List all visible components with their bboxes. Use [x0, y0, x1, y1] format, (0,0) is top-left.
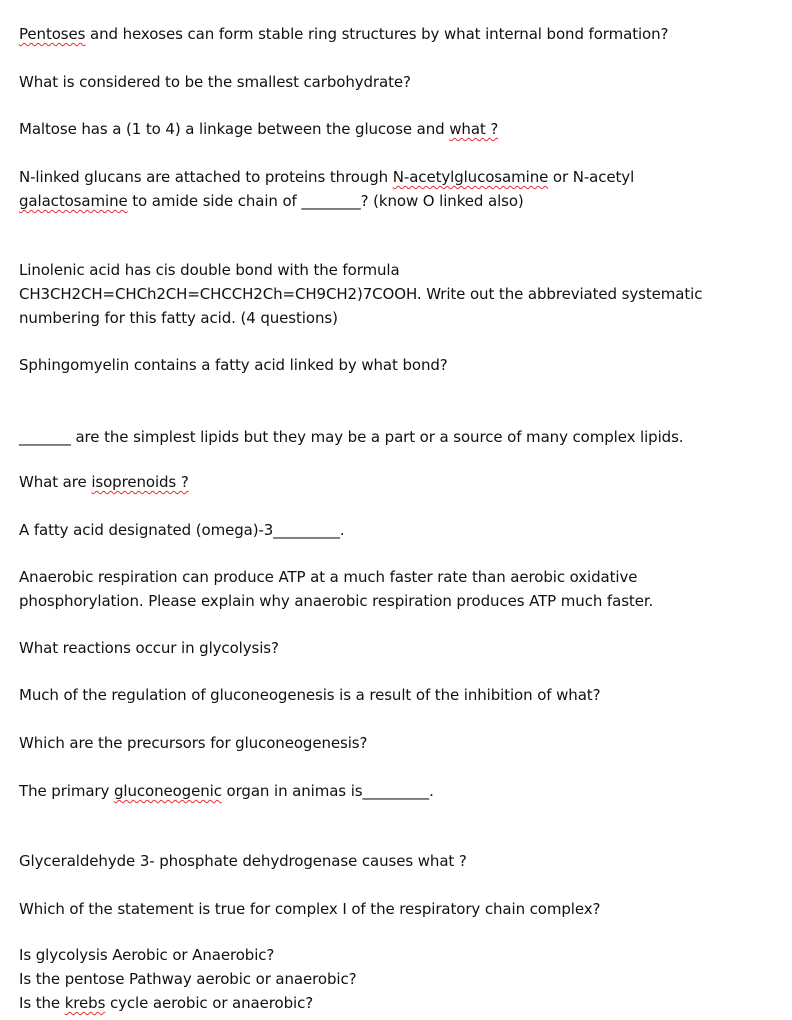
- question-item: [19, 779, 779, 803]
- question-text: _______ are the simplest lipids but they may be a part or a source of many complex lipids.: [19, 428, 684, 446]
- text-line: [19, 22, 779, 46]
- text-line: [19, 849, 779, 873]
- text-line: [19, 470, 779, 494]
- text-line: [19, 353, 779, 377]
- question-item: [19, 849, 779, 873]
- question-item: [19, 636, 779, 660]
- text-line: [19, 165, 779, 189]
- question-text: Linolenic acid has cis double bond with the formula: [19, 261, 400, 279]
- spellcheck-flagged-word: galactosamine: [19, 192, 128, 210]
- question-text: numbering for this fatty acid. (4 questions): [19, 309, 338, 327]
- text-line: [19, 897, 779, 921]
- question-item: [19, 518, 779, 542]
- text-line: [19, 967, 779, 991]
- question-text: Maltose has a (1 to 4) a linkage between the glucose and: [19, 120, 450, 138]
- text-line: [19, 518, 779, 542]
- question-text: Sphingomyelin contains a fatty acid linked by what bond?: [19, 356, 448, 374]
- text-line: [19, 636, 779, 660]
- question-item: [19, 353, 779, 377]
- question-item: [19, 117, 779, 141]
- question-text: A fatty acid designated (omega)-3_________.: [19, 521, 345, 539]
- question-text: organ in animas is_________.: [221, 782, 434, 800]
- question-text: Much of the regulation of gluconeogenesis is a result of the inhibition of what?: [19, 686, 601, 704]
- text-line: [19, 683, 779, 707]
- text-line: [19, 189, 779, 213]
- question-text: Which are the precursors for gluconeogenesis?: [19, 734, 368, 752]
- text-line: [19, 70, 779, 94]
- text-line: [19, 991, 779, 1015]
- question-item: [19, 258, 779, 330]
- question-text: N-linked glucans are attached to proteins through: [19, 168, 393, 186]
- question-text: or N-acetyl: [548, 168, 635, 186]
- text-line: [19, 258, 779, 282]
- question-text: CH3CH2CH=CHCh2CH=CHCCH2Ch=CH9CH2)7COOH. Write out the abbreviated systematic: [19, 285, 703, 303]
- question-item: [19, 470, 779, 494]
- question-text: Is glycolysis Aerobic or Anaerobic?: [19, 946, 275, 964]
- spellcheck-flagged-word: what ?: [449, 120, 499, 138]
- text-line: [19, 589, 779, 613]
- text-line: [19, 117, 779, 141]
- question-text: What are: [19, 473, 92, 491]
- spellcheck-flagged-word: N-acetylglucosamine: [392, 168, 549, 186]
- question-text: Anaerobic respiration can produce ATP at a much faster rate than aerobic oxidative: [19, 568, 638, 586]
- question-item: [19, 897, 779, 921]
- question-text: phosphorylation. Please explain why anaerobic respiration produces ATP much faster.: [19, 592, 654, 610]
- question-text: Which of the statement is true for complex I of the respiratory chain complex?: [19, 900, 601, 918]
- spellcheck-flagged-word: Pentoses: [19, 25, 86, 43]
- question-text: Glyceraldehyde 3- phosphate dehydrogenase causes what ?: [19, 852, 467, 870]
- spellcheck-flagged-word: isoprenoids ?: [91, 473, 189, 491]
- text-line: [19, 779, 779, 803]
- spellcheck-flagged-word: gluconeogenic: [113, 782, 222, 800]
- question-text: What is considered to be the smallest carbohydrate?: [19, 73, 411, 91]
- question-text: and hexoses can form stable ring structures by what internal bond formation?: [85, 25, 669, 43]
- question-text: cycle aerobic or anaerobic?: [105, 994, 314, 1012]
- question-item: [19, 22, 779, 46]
- text-line: [19, 425, 779, 449]
- question-item: [19, 165, 779, 213]
- question-text: Is the: [19, 994, 65, 1012]
- text-line: [19, 306, 779, 330]
- question-text: What reactions occur in glycolysis?: [19, 639, 279, 657]
- question-item: [19, 943, 779, 1015]
- question-item: [19, 683, 779, 707]
- text-line: [19, 282, 779, 306]
- text-line: [19, 565, 779, 589]
- question-text: Is the pentose Pathway aerobic or anaerobic?: [19, 970, 357, 988]
- question-item: [19, 70, 779, 94]
- spellcheck-flagged-word: krebs: [64, 994, 106, 1012]
- text-line: [19, 943, 779, 967]
- question-text: The primary: [19, 782, 114, 800]
- question-text: to amide side chain of ________? (know O linked also): [127, 192, 524, 210]
- text-line: [19, 731, 779, 755]
- question-item: [19, 731, 779, 755]
- question-item: [19, 565, 779, 613]
- question-item: [19, 425, 779, 449]
